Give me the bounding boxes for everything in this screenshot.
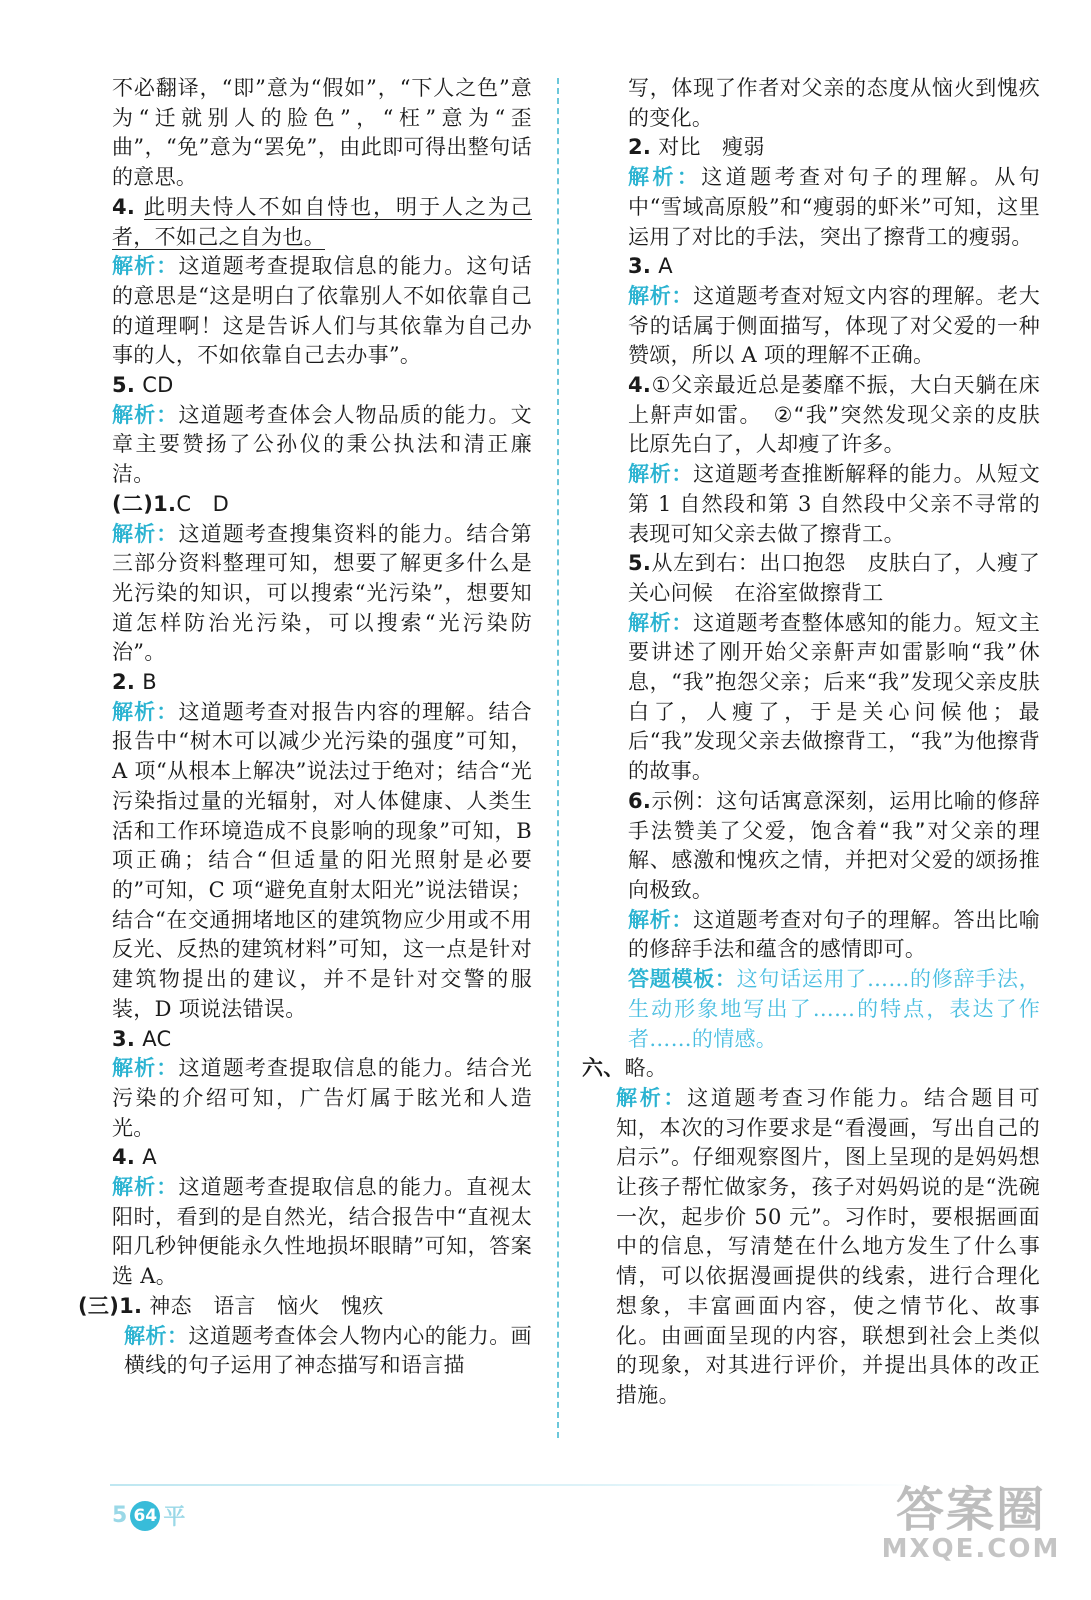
analysis-label: 解析：: [124, 1323, 189, 1348]
analysis-text: 这道题考查对报告内容的理解。结合报告中“树木可以减少光污染的强度”可知，A 项“从根本上解决”说法过于绝对；结合“光污染指过量的光辐射，对人体健康、人类生活和工作环境造成不良影响的现象”可知，B 项正确；结合“但适量的阳光照射是必要的”可知，C 项“避免直射太阳光”说法错误；结合“在交通拥堵地区的建筑物应少用或不用反光、反热的建筑材料”可知，这一点是针对建筑物提出的建议，并不是针对交警的服装，D 项说法错误。: [112, 699, 532, 1021]
question-number: 4.: [112, 1145, 136, 1170]
analysis-text: 这道题考查整体感知的能力。短文主要讲述了刚开始父亲鼾声如雷影响“我”休息，“我”抱怨父亲；后来“我”发现父亲皮肤白了，人瘦了，于是关心问候他；最后“我”发现父亲去做擦背工，“我”为他擦背的故事。: [628, 610, 1040, 784]
analysis-text: 这道题考查体会人物品质的能力。文章主要赞扬了公孙仪的秉公执法和清正廉洁。: [112, 402, 532, 487]
analysis-text: 这道题考查搜集资料的能力。结合第三部分资料整理可知，想要了解更多什么是光污染的知识，可以搜索“光污染”，想要知道怎样防治光污染，可以搜索“光污染防治”。: [112, 521, 532, 665]
analysis-label: 解析：: [628, 283, 694, 308]
question-number: 4.: [628, 373, 652, 398]
answer-5: [628, 549, 1062, 608]
question-number: 5.: [628, 551, 652, 576]
question-number: 3.: [628, 254, 652, 279]
right-continuation: 写，体现了作者对父亲的态度从恼火到愧疚的变化。: [628, 76, 1040, 130]
answer-text: A: [658, 254, 673, 279]
section-6-analysis: [616, 1084, 1040, 1411]
analysis-label: 解析：: [112, 1056, 179, 1081]
answer-text: CD: [142, 373, 174, 398]
analysis-label: 解析：: [112, 402, 179, 427]
analysis-text: 这道题考查对短文内容的理解。老大爷的话属于侧面描写，体现了对父爱的一种赞颂，所以 A 项的理解不正确。: [628, 283, 1040, 368]
section-label: (三): [78, 1293, 120, 1318]
analysis-text: 这道题考查对句子的理解。从句中“雪域高原般”和“瘦弱的虾米”可知，这里运用了对比的手法，突出了擦背工的瘦弱。: [628, 165, 1041, 249]
section-2-analysis-1: [112, 520, 532, 669]
section-2-answer-2: [112, 668, 532, 698]
template-text: 这句话运用了……的修辞手法，生动形象地写出了……的特点，表达了作者……的情感。: [628, 967, 1041, 1051]
analysis-label: 解析：: [628, 462, 694, 487]
template-label: 答题模板：: [628, 967, 737, 992]
answer-5: [112, 371, 532, 401]
analysis-label: 解析：: [628, 907, 694, 932]
answer-text: ①父亲最近总是萎靡不振，大白天躺在床上鼾声如雷。 ②“我”突然发现父亲的皮肤比原先白了，人却瘦了许多。: [628, 373, 1040, 457]
analysis-4: [112, 252, 532, 371]
analysis-text: 这道题考查体会人物内心的能力。画横线的句子运用了神态描写和语言描: [124, 1323, 532, 1378]
question-number: 3.: [112, 1026, 136, 1051]
section-2-answer-1: [112, 490, 532, 520]
section-label: (二): [112, 491, 154, 516]
question-number: 1.: [119, 1293, 143, 1318]
analysis-label: 解析：: [628, 165, 702, 190]
analysis-label: 解析：: [628, 610, 694, 635]
section-6-answer: [582, 1054, 1040, 1084]
analysis-label: 解析：: [112, 1175, 179, 1200]
footer-rule: [110, 1484, 930, 1486]
section-3-analysis-1: [112, 1322, 532, 1381]
answer-template: [628, 965, 1040, 1054]
section-2-analysis-4: [112, 1173, 532, 1292]
answer-text: 对比 瘦弱: [658, 135, 765, 160]
answer-text: A: [142, 1145, 157, 1170]
analysis-label: 解析：: [112, 254, 179, 279]
section-2-answer-3: [112, 1025, 532, 1055]
analysis-4: [628, 460, 1040, 549]
page-number-left-mark: 5: [112, 1503, 128, 1528]
answer-text: B: [142, 670, 157, 695]
analysis-text: 这道题考查提取信息的能力。这句话的意思是“这是明白了依靠别人不如依靠自己的道理啊！这是告诉人们与其依靠为自己办事的人，不如依靠自己去办事”。: [112, 254, 532, 368]
answer-4: [112, 193, 532, 252]
answer-text: 略。: [624, 1056, 668, 1081]
section-3-answer-1: [78, 1292, 532, 1322]
answer-text: 示例：这句话寓意深刻，运用比喻的修辞手法赞美了父爱，饱含着“我”对父亲的理解、感激和愧疚之情，并把对父爱的颂扬推向极致。: [628, 788, 1040, 902]
column-divider: [557, 78, 559, 1438]
analysis-label: 解析：: [112, 699, 179, 724]
answer-text: 此明夫恃人不如自恃也，明于人之为己者，不如己之自为也。: [112, 194, 532, 249]
watermark-url: MXQE.COM: [881, 1534, 1061, 1564]
left-column: [78, 74, 532, 1381]
answer-2: [628, 133, 1040, 163]
analysis-text: 这道题考查习作能力。结合题目可知，本次的习作要求是“看漫画，写出自己的启示”。仔细观察图片，图上呈现的是妈妈想让孩子帮忙做家务，孩子对妈妈说的是“洗碗一次，起步价 50 元”。习作时，要根据画面中的信息，写清楚在什么地方发生了什么事情，可以依据漫画提供的线索，进行合理化想象，丰富画面内容，使之情节化、故事化。由画面呈现的内容，联想到社会上类似的现象，对其进行评价，并提出具体的改正措施。: [616, 1085, 1041, 1407]
question-number: 4.: [112, 194, 136, 219]
answer-4: [628, 371, 1040, 460]
page-number-right-mark: 平: [163, 1505, 186, 1530]
right-column: [582, 74, 1062, 1411]
analysis-label: 解析：: [112, 521, 179, 546]
analysis-label: 解析：: [616, 1085, 688, 1110]
analysis-6: [628, 906, 1040, 965]
watermark: [881, 1471, 1061, 1564]
analysis-text: 这道题考查对句子的理解。答出比喻的修辞手法和蕴含的感情即可。: [628, 907, 1040, 962]
analysis-2: [628, 163, 1040, 252]
analysis-3: [628, 282, 1040, 371]
question-number: 2.: [112, 670, 136, 695]
left-continuation: 不必翻译，“即”意为“假如”，“下人之色”意为“迁就别人的脸色”，“枉”意为“歪曲”，“免”意为“罢免”，由此即可得出整句话的意思。: [112, 76, 532, 190]
page-number-badge: 64: [130, 1501, 160, 1531]
watermark-logo: 答案圈: [895, 1482, 1046, 1538]
analysis-text: 这道题考查推断解释的能力。从短文第 1 自然段和第 3 自然段中父亲不寻常的表现可知父亲去做了擦背工。: [628, 462, 1040, 546]
analysis-5: [628, 609, 1040, 787]
answer-text: AC: [142, 1026, 172, 1051]
answer-text: C D: [176, 491, 230, 516]
question-number: 5.: [112, 373, 136, 398]
answer-3: [628, 252, 1040, 282]
section-2-analysis-2: [112, 698, 532, 1025]
page-number: [112, 1500, 185, 1531]
question-number: 2.: [628, 135, 652, 160]
analysis-text: 这道题考查提取信息的能力。结合光污染的介绍可知，广告灯属于眩光和人造光。: [112, 1056, 532, 1140]
analysis-5: [112, 401, 532, 490]
answer-6: [628, 787, 1040, 906]
analysis-text: 这道题考查提取信息的能力。直视太阳时，看到的是自然光，结合报告中“直视太阳几秒钟便能永久性地损坏眼睛”可知，答案选 A。: [112, 1175, 532, 1289]
answer-text: 神态 语言 恼火 愧疚: [149, 1293, 384, 1318]
question-number: 6.: [628, 788, 652, 813]
section-2-analysis-3: [112, 1054, 532, 1143]
section-label: 六、: [582, 1056, 625, 1081]
section-2-answer-4: [112, 1143, 532, 1173]
answer-text: 从左到右：出口抱怨 皮肤白了，人瘦了 关心问候 在浴室做擦背工: [628, 551, 1062, 605]
question-number: 1.: [153, 491, 177, 516]
